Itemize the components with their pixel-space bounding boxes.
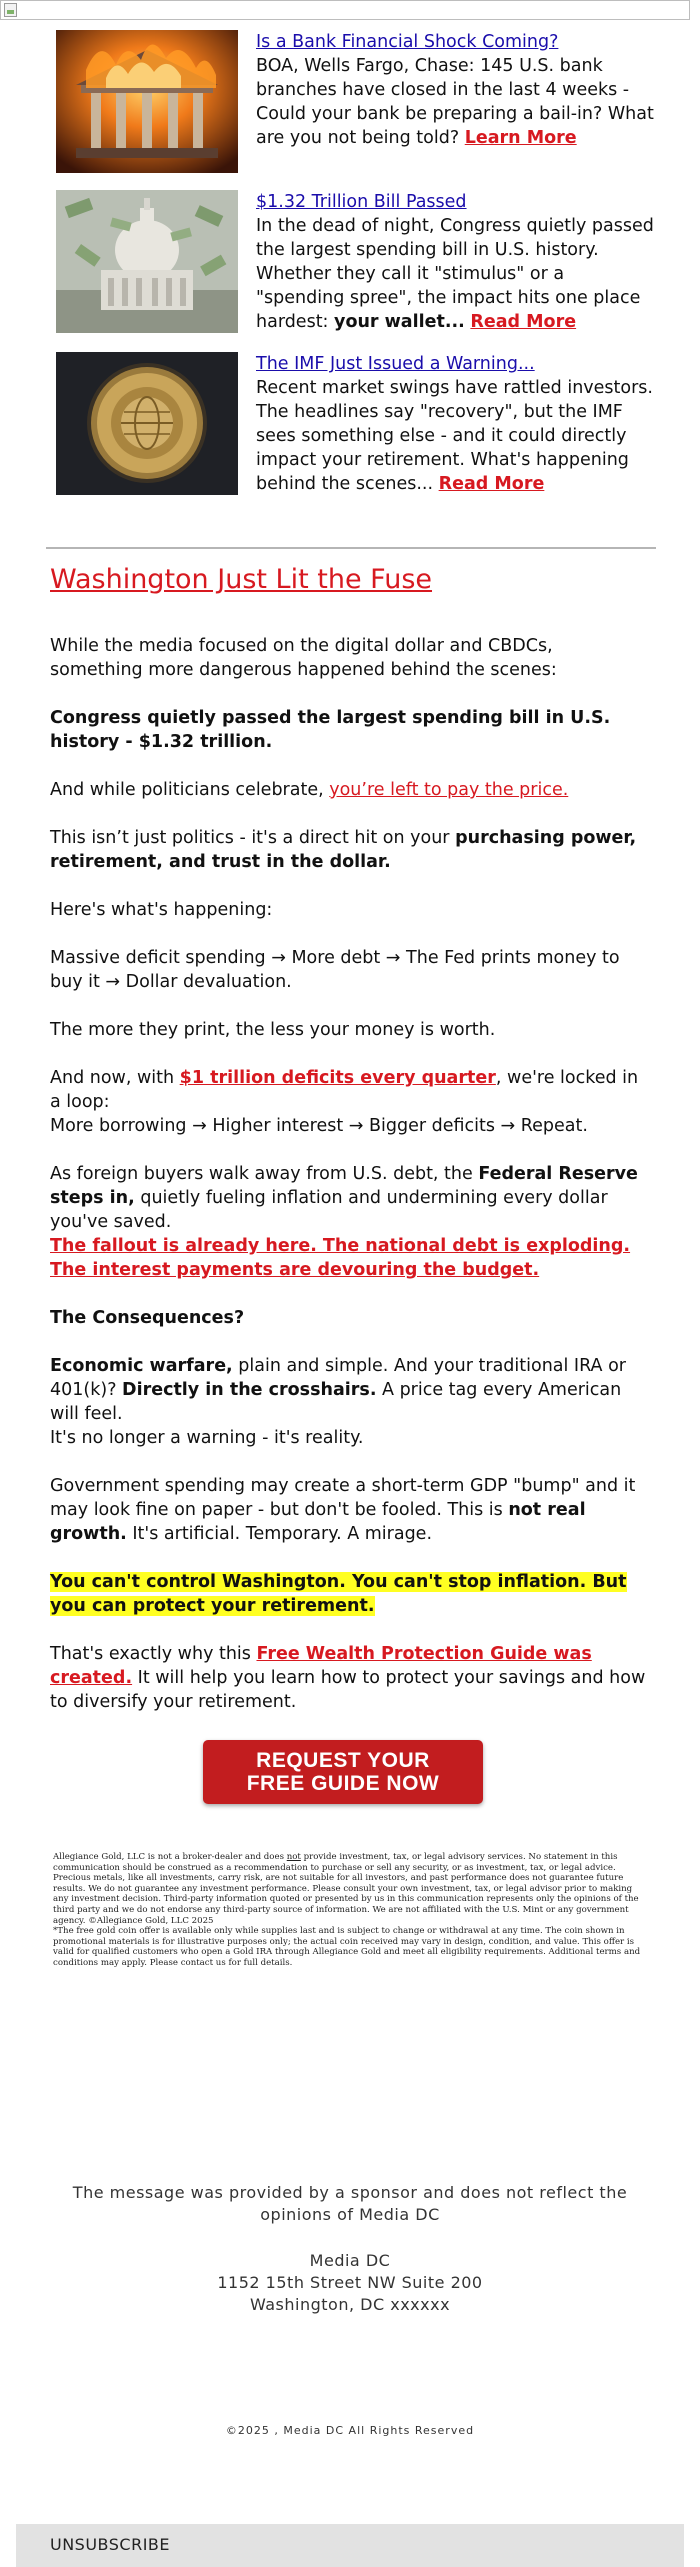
highlighted-paragraph (50, 1570, 650, 1618)
paragraph-text: That's exactly why this (50, 1644, 257, 1664)
paragraph: The more they print, the less your money is worth. (50, 1020, 496, 1040)
unsubscribe-link[interactable]: UNSUBSCRIBE (50, 2535, 170, 2554)
article-headline-link[interactable]: Is a Bank Financial Shock Coming? (256, 32, 559, 52)
paragraph: More borrowing → Higher interest → Bigger deficits → Repeat. (50, 1116, 588, 1136)
paragraph-text: And now, with (50, 1068, 180, 1088)
paragraph: Here's what's happening: (50, 900, 273, 920)
paragraph-text: This isn’t just politics - it's a direct hit on your (50, 828, 456, 848)
disclaimer-paragraph: *The free gold coin offer is available only while supplies last and is subject to change or withdrawal at any time. The coin shown in promotional materials is for illustrative purposes only; the actual coin received may vary in design, condition, and value. This offer is valid for qualified customers who open a Gold IRA through Allegiance Gold and meet all eligibility requirements. Additional terms and conditions may apply. Please contact us for full details. (53, 1926, 641, 1968)
paragraph-text: It's artificial. Temporary. A mirage. (126, 1524, 433, 1544)
paragraph: Congress quietly passed the largest spending bill in U.S. history - $1.32 trillion. (50, 708, 611, 752)
sponsor-note: The message was provided by a sponsor and does not reflect the opinions of Media DC (72, 2183, 628, 2224)
paragraph-text: Government spending may create a short-term GDP "bump" and it may look fine on paper - but don't be fooled. This is (50, 1476, 636, 1520)
paragraph-text: , we're locked in a loop: (50, 1068, 639, 1112)
header-image[interactable] (0, 0, 690, 20)
paragraph-heading: The Consequences? (50, 1308, 245, 1328)
paragraph (50, 1642, 650, 1714)
paragraph-bold: Economic warfare, (50, 1356, 233, 1376)
highlighted-text: You can't control Washington. You can't stop inflation. But you can protect your retirement. (50, 1572, 627, 1616)
pay-the-price-link[interactable]: you’re left to pay the price. (329, 780, 569, 800)
paragraph-bold: Federal Reserve steps in, (50, 1164, 638, 1208)
article-bold-tail: your wallet... (334, 312, 465, 332)
paragraph (50, 1234, 650, 1282)
paragraph (50, 778, 650, 802)
legal-disclaimer (53, 1852, 649, 1969)
city-state: Washington, DC xxxxxx (249, 2295, 451, 2314)
read-more-link[interactable]: Read More (470, 312, 577, 332)
main-title[interactable] (50, 563, 650, 597)
paragraph (50, 1474, 650, 1546)
company-address (50, 2250, 650, 2316)
fallout-link[interactable]: The fallout is already here. The national debt is exploding. The interest payments are devouring the budget. (50, 1236, 631, 1280)
disclaimer-paragraph (53, 1852, 649, 1926)
deficits-link[interactable]: $1 trillion deficits every quarter (179, 1068, 496, 1088)
article-headline-link[interactable]: $1.32 Trillion Bill Passed (256, 192, 467, 212)
paragraph-text: plain and simple. And your traditional IRA or 401(k)? (50, 1356, 626, 1400)
disclaimer-text: Allegiance Gold, LLC is not a broker-dealer and does (53, 1852, 287, 1862)
read-more-link[interactable]: Read More (438, 474, 545, 494)
button-label-line2: FREE GUIDE NOW (246, 1772, 440, 1795)
unsubscribe-bar[interactable] (16, 2524, 684, 2567)
copyright: ©2025 , Media DC All Rights Reserved (225, 2424, 475, 2437)
broken-image-icon (4, 3, 17, 17)
paragraph (50, 826, 650, 874)
paragraph (50, 1162, 650, 1234)
section-divider (46, 547, 656, 549)
imf-seal-image[interactable] (56, 352, 238, 495)
article-body: Recent market swings have rattled investors. The headlines say "recovery", but the IMF sees something else - and it could directly impact your retirement. What's happening behind the scenes... (256, 378, 653, 494)
disclaimer-underline: not (286, 1852, 301, 1862)
paragraph-text: As foreign buyers walk away from U.S. debt, the (50, 1164, 479, 1184)
street-address: 1152 15th Street NW Suite 200 (217, 2273, 483, 2292)
paragraph-bold: Directly in the crosshairs. (122, 1380, 377, 1400)
article-headline-link[interactable]: The IMF Just Issued a Warning... (256, 354, 535, 374)
paragraph (50, 1354, 650, 1426)
paragraph-bold: purchasing power, retirement, and trust in the dollar. (50, 828, 637, 872)
paragraph (50, 1066, 650, 1114)
disclaimer-text: provide investment, tax, or legal advisory services. No statement in this communication should be construed as a recommendation to purchase or sell any security, or as investment, tax, or legal advice. Precious metals, like all investments, carry risk, are not suitable for all investors, and past performance does not guarantee future results. We do not guarantee any investment performance. Please consult your own investment, tax, or legal advisor prior to making any investment decision. Third-party information quoted or presented by us in this communication represents only the opinions of the third party and we do not endorse any third-party source of information. We are not affiliated with the U.S. Mint or any government agency. ©Allegiance Gold, LLC 2025 (53, 1852, 639, 1926)
request-guide-button[interactable] (203, 1740, 483, 1804)
capitol-money-image[interactable] (56, 190, 238, 333)
wealth-guide-link[interactable]: Free Wealth Protection Guide was created. (50, 1644, 592, 1688)
paragraph-text: It will help you learn how to protect your savings and how to diversify your retirement. (50, 1668, 646, 1712)
paragraph-text: A price tag every American will feel. (50, 1380, 622, 1424)
paragraph-text: quietly fueling inflation and undermining every dollar you've saved. (50, 1188, 608, 1232)
article-body: In the dead of night, Congress quietly passed the largest spending bill in U.S. history. Whether they call it "stimulus" or a "spending spree", the impact hits one place hardest: (256, 216, 654, 332)
paragraph: While the media focused on the digital dollar and CBDCs, something more dangerous happened behind the scenes: (50, 636, 557, 680)
paragraph: It's no longer a warning - it's reality. (50, 1428, 364, 1448)
learn-more-link[interactable]: Learn More (464, 128, 577, 148)
company-name: Media DC (309, 2251, 391, 2270)
article-body: BOA, Wells Fargo, Chase: 145 U.S. bank branches have closed in the last 4 weeks - Could your bank be preparing a bail-in? What are you not being told? (256, 56, 654, 148)
paragraph-bold: not real growth. (50, 1500, 586, 1544)
paragraph-text: And while politicians celebrate, (50, 780, 330, 800)
burning-bank-image[interactable] (56, 30, 238, 173)
main-title-link[interactable]: Washington Just Lit the Fuse (50, 564, 433, 595)
button-label-line1: REQUEST YOUR (256, 1749, 430, 1772)
paragraph: Massive deficit spending → More debt → The Fed prints money to buy it → Dollar devaluation. (50, 948, 620, 992)
